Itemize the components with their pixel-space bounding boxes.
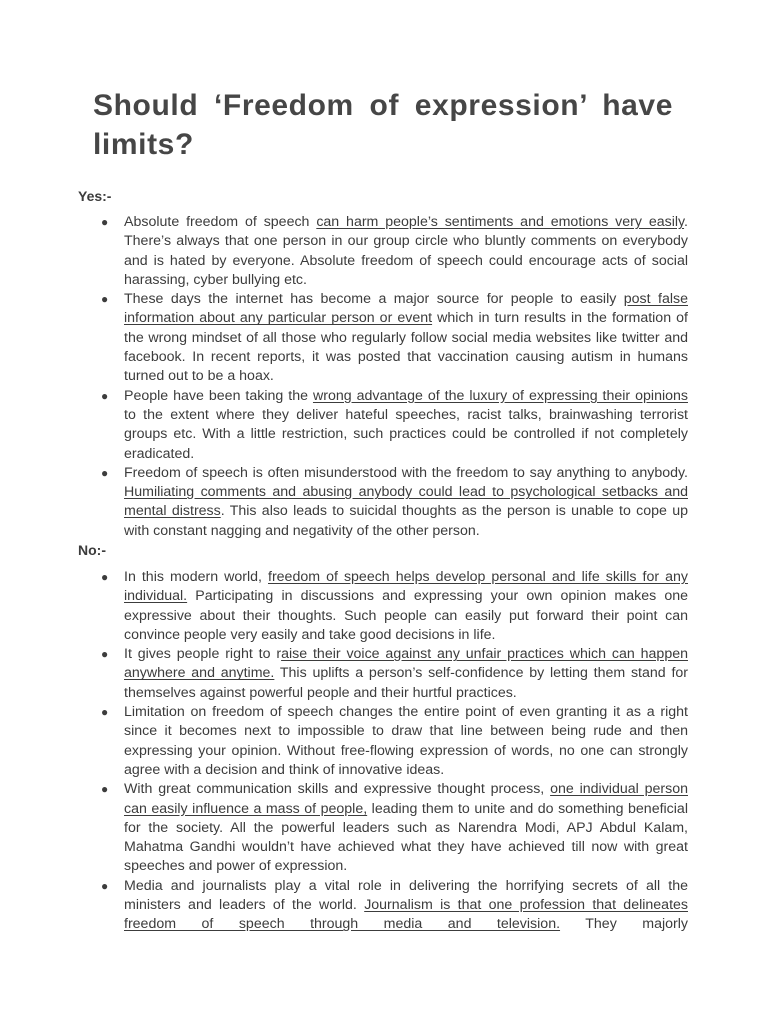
bullet-icon: ● [101,705,109,720]
bullet-icon: ● [101,570,109,584]
point-text: Limitation on freedom of speech changes the entire point of even granting it as a right since it becomes next to impossible to draw that line between being rude and then expressing your opinion. Without free-flowing expression of words, no one can strongly agree with a decision and think of innovative ideas. [124,704,688,778]
point-text: leading them to unite and do something beneficial for the society. All the powerful leaders such as Narendra Modi, APJ Abdul Kalam, Mahatma Gandhi wouldn’t have achieved what they have achieved till now with great speeches and power of expression. [124,800,688,875]
list-item [101,568,688,645]
point-text: Media and journalists play a vital role in delivering the horrifying secrets of all the ministers and leaders of the world. [124,877,688,914]
no-points-list [101,568,688,935]
point-underlined-text: can harm people’s sentiments and emotions very easily [316,214,685,230]
point-underlined-text: post false information about any particular person or event [124,291,688,327]
point-underlined-text: freedom of speech helps develop personal and life skills for any individual. [124,569,688,605]
list-item [101,645,688,703]
bullet-icon: ● [101,465,109,480]
page-title: Should ‘Freedom of expression’ have limits? [93,89,673,161]
list-item [101,877,688,935]
point-text: to the extent where they deliver hateful speeches, racist talks, brainwashing terrorist groups etc. With a little restriction, such practices could be controlled if not completely eradicated. [124,406,688,462]
bullet-icon: ● [101,292,109,307]
bullet-icon: ● [101,215,109,229]
point-text: With great communication skills and expressive thought process, [124,781,551,798]
point-text: People have been taking the [124,387,313,404]
bullet-icon: ● [101,388,109,403]
point-text: Absolute freedom of speech [124,214,317,230]
bullet-icon: ● [101,782,109,797]
list-item [101,213,688,290]
point-text: These days the internet has become a major source for people to easily [124,291,624,308]
yes-points-list [101,213,689,541]
point-underlined-text: one individual person can easily influence a mass of people, [124,781,688,817]
point-text: In this modern world, [124,569,268,585]
list-item [101,780,688,876]
point-text: They majorly [560,916,688,933]
bullet-icon: ● [101,647,109,662]
yes-section-label: Yes:- [78,188,112,204]
list-item [101,464,688,541]
list-item [101,387,688,464]
no-section-label: No:- [78,542,106,558]
point-underlined-text: aise their voice against any unfair practices which can happen anywhere and anytime. [124,646,688,682]
point-text: Participating in discussions and expressing your own opinion makes one expressive about their thoughts. Such people can easily put forward their point can convince people very easily and take good decisions in life. [124,588,688,643]
list-item [101,290,689,386]
list-item [101,703,688,780]
bullet-icon: ● [101,878,109,893]
point-text: . There’s always that one person in our group circle who bluntly comments on everybody and is hated by everyone. Absolute freedom of speech could encourage acts of social harassing, cyber bullying etc. [124,214,688,288]
point-underlined-text: Humiliating comments and abusing anybody could lead to psychological setbacks and mental distress [124,484,688,520]
point-text: This uplifts a person’s self-confidence by letting them stand for themselves against powerful people and their hurtful practices. [124,665,688,701]
point-text: . This also leads to suicidal thoughts as the person is unable to cope up with constant nagging and negativity of the other person. [124,503,688,539]
point-underlined-text: wrong advantage of the luxury of expressing their opinions [312,387,688,404]
point-text: Freedom of speech is often misunderstood with the freedom to say anything to anybody. [124,464,688,481]
point-underlined-text: Journalism is that one profession that delineates freedom of speech through media and television. [124,897,688,933]
point-text: It gives people right to r [124,646,282,663]
point-text: which in turn results in the formation of the wrong mindset of all those who regularly follow social media websites like twitter and facebook. In recent reports, it was posted that vaccination causing autism in humans turned out to be a hoax. [124,310,689,385]
